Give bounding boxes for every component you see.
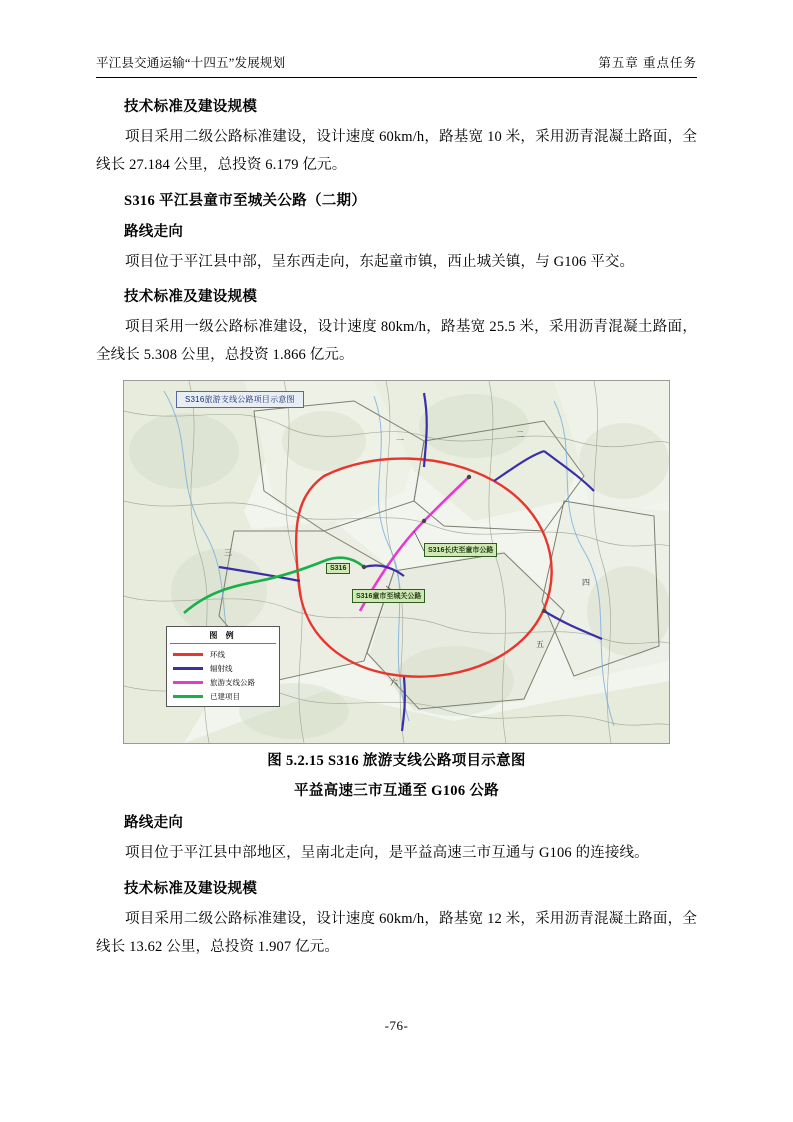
- legend-item: [167, 689, 279, 703]
- legend-swatch-built: [173, 695, 203, 698]
- map-label-tongshi-chengguan: S316童市至城关公路: [352, 589, 425, 603]
- section-heading: 技术标准及建设规模: [124, 880, 258, 897]
- section-heading: S316 平江县童市至城关公路（二期）: [124, 192, 367, 209]
- figure-block: [96, 372, 697, 770]
- page-number: -76-: [384, 1018, 409, 1033]
- legend-swatch-tourism: [173, 681, 203, 684]
- legend-label: 辐射线: [210, 663, 233, 673]
- section-heading: 技术标准及建设规模: [124, 99, 258, 115]
- map-county-name: 四: [582, 578, 590, 588]
- map-legend: [166, 626, 280, 707]
- legend-swatch-ring: [173, 653, 203, 656]
- section-heading: 技术标准及建设规模: [124, 288, 258, 305]
- map-image: [123, 380, 670, 744]
- map-label-changqing-tongshi: S316长庆至童市公路: [424, 543, 497, 557]
- body-paragraph: 项目位于平江县中部，呈东西走向，东起童市镇，西止城关镇，与 G106 平交。: [125, 253, 635, 270]
- map-county-name: 三: [224, 548, 232, 558]
- section-heading: 路线走向: [124, 223, 184, 240]
- legend-label: 已建项目: [210, 691, 240, 701]
- map-county-name: 六: [390, 678, 398, 688]
- legend-label: 环线: [210, 649, 225, 659]
- body-paragraph: 项目位于平江县中部地区，呈南北走向，是平益高速三市互通与 G106 的连接线。: [125, 845, 649, 862]
- header-left-text: 平江县交通运输“十四五”发展规划: [96, 56, 286, 70]
- body-paragraph: 项目采用一级公路标准建设，设计速度 80km/h，路基宽 25.5 米，采用沥青混凝土路面，全线长 5.308 公里，总投资 1.866 亿元。: [96, 318, 697, 364]
- map-county-name: 二: [516, 430, 524, 440]
- map-county-name: 一: [396, 436, 404, 446]
- legend-title: 图 例: [170, 629, 276, 644]
- map-county-name: 五: [536, 640, 544, 650]
- header-right-text: 第五章 重点任务: [598, 56, 697, 70]
- map-title-box: S316旅游支线公路项目示意图: [176, 391, 304, 408]
- legend-swatch-radial: [173, 667, 203, 670]
- figure-caption: 图 5.2.15 S316 旅游支线公路项目示意图: [267, 753, 526, 770]
- page-content: [96, 78, 697, 964]
- section-heading: 平益高速三市互通至 G106 公路: [294, 783, 499, 800]
- legend-item: [167, 675, 279, 689]
- map-label-s316: S316: [326, 563, 350, 574]
- section-heading: 路线走向: [124, 815, 184, 832]
- legend-item: [167, 661, 279, 675]
- body-paragraph: 项目采用二级公路标准建设，设计速度 60km/h，路基宽 10 米，采用沥青混凝土路面，全线长 27.184 公里，总投资 6.179 亿元。: [96, 129, 697, 174]
- body-paragraph: 项目采用二级公路标准建设，设计速度 60km/h，路基宽 12 米，采用沥青混凝土路面，全线长 13.62 公里，总投资 1.907 亿元。: [96, 910, 697, 955]
- page-header: [96, 56, 697, 78]
- legend-item: [167, 647, 279, 661]
- legend-label: 旅游支线公路: [210, 677, 255, 687]
